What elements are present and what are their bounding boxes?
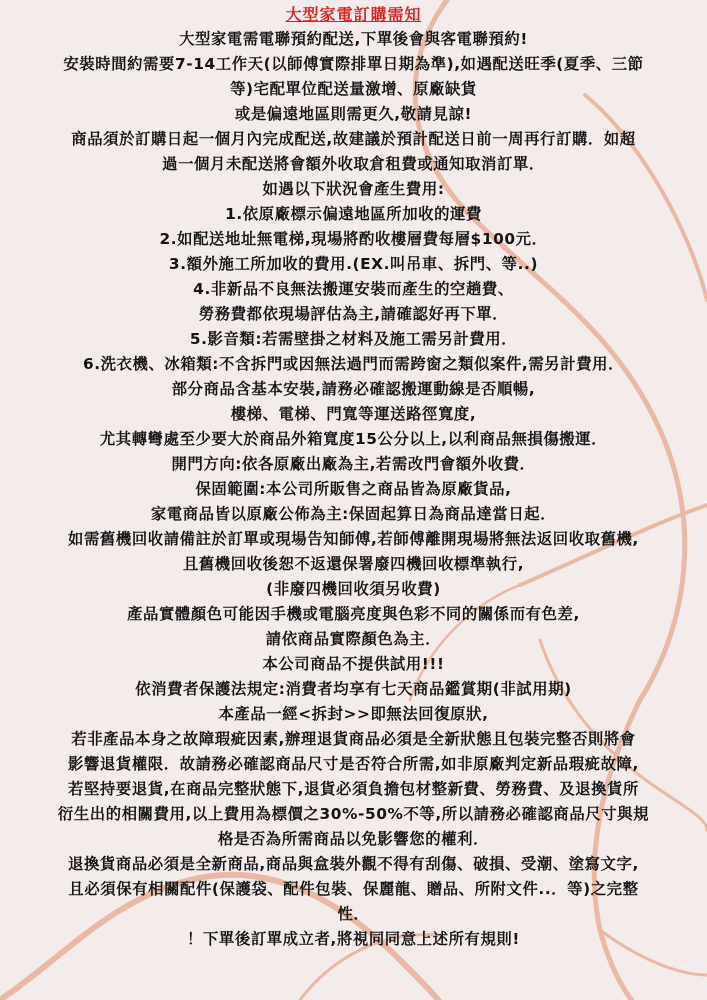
notice-line: 格是否為所需商品以免影響您的權利．	[217, 830, 490, 848]
notice-line: 衍生出的相關費用,以上費用為標價之30%-50%不等,所以請務必確認商品尺寸與規	[57, 805, 650, 823]
notice-line: 5.影音類:若需壁掛之材料及施工需另計費用．	[189, 330, 518, 348]
notice-line: 且舊機回收後恕不返還保署廢四機回收標準執行,	[182, 555, 525, 573]
notice-line: 商品須於訂購日起一個月內完成配送,故建議於預計配送日前一周再行訂購．如超	[71, 130, 636, 148]
notice-body	[0, 27, 707, 952]
notice-line: 且必須保有相關配件(保護袋、配件包裝、保麗龍、贈品、所附文件..．等)之完整	[68, 880, 639, 898]
notice-line: 4.非新品不良無法搬運安裝而產生的空趟費、	[193, 280, 514, 298]
notice-line: 請依商品實際顏色為主．	[265, 630, 442, 648]
notice-line: 尤其轉彎處至少要大於商品外箱寬度15公分以上,以利商品無損傷搬運．	[99, 430, 608, 448]
notice-line: 2.如配送地址無電梯,現場將酌收樓層費每層$100元．	[159, 230, 548, 248]
notice-line: 本公司商品不提供試用!!!	[262, 655, 445, 673]
purchase-notice	[0, 3, 707, 952]
notice-line: ！下單後訂單成立者,將視同同意上述所有規則!	[187, 930, 520, 948]
notice-line: 退換貨商品必須是全新商品,商品與盒裝外觀不得有刮傷、破損、受潮、塗寫文字,	[68, 855, 639, 873]
notice-line: 如遇以下狀況會產生費用:	[262, 180, 445, 198]
notice-line: 產品實體顏色可能因手機或電腦亮度與色彩不同的關係而有色差,	[127, 605, 580, 623]
notice-line: 若堅持要退貨,在商品完整狀態下,退貨必須負擔包材整新費、勞務費、及退換貨所	[68, 780, 639, 798]
notice-line: 如需舊機回收請備註於訂單或現場告知師傅,若師傅離開現場將無法返回收取舊機,	[68, 530, 639, 548]
notice-line: 大型家電需電聯預約配送,下單後會與客電聯預約!	[179, 30, 528, 48]
notice-line: 勞務費都依現場評估為主,請確認好再下單．	[198, 305, 509, 323]
notice-line: 安裝時間約需要7-14工作天(以師傅實際排單日期為準),如遇配送旺季(夏季、三節	[63, 55, 644, 73]
notice-line: 等)宅配單位配送量激增、原廠缺貨	[230, 80, 477, 98]
notice-line: 本產品一經<拆封>>即無法回復原狀,	[218, 705, 489, 723]
notice-line: 保固範圍:本公司所販售之商品皆為原廠貨品,	[195, 480, 512, 498]
notice-line: 樓梯、電梯、門寬等運送路徑寬度,	[230, 405, 477, 423]
notice-title: 大型家電訂購需知	[285, 5, 422, 24]
notice-line: 3.額外施工所加收的費用.(EX.叫吊車、拆門、等..)	[168, 255, 539, 273]
notice-line: 若非產品本身之故障瑕疵因素,辦理退貨商品必須是全新狀態且包裝完整否則將會	[71, 730, 636, 748]
notice-line: 6.洗衣機、冰箱類:不含拆門或因無法過門而需跨窗之類似案件,需另計費用．	[82, 355, 625, 373]
notice-line: 1.依原廠標示偏遠地區所加收的運費	[225, 205, 482, 223]
notice-line: 或是偏遠地區則需更久,敬請見諒!	[234, 105, 473, 123]
notice-line: 部分商品含基本安裝,請務必確認搬運動線是否順暢,	[171, 380, 536, 398]
notice-line: 過一個月未配送將會額外收取倉租費或通知取消訂單．	[162, 155, 545, 173]
notice-line: 開門方向:依各原廠出廠為主,若需改門會額外收費．	[171, 455, 536, 473]
notice-line: 依消費者保護法規定:消費者均享有七天商品鑑賞期(非試用期)	[135, 680, 572, 698]
notice-line: 性．	[337, 905, 370, 923]
notice-line: 影響退貨權限．故請務必確認商品尺寸是否符合所需,如非原廠判定新品瑕疵故障,	[68, 755, 639, 773]
notice-line: (非廢四機回收須另收費)	[266, 580, 441, 598]
notice-line: 家電商品皆以原廠公佈為主:保固起算日為商品達當日起．	[150, 505, 557, 523]
